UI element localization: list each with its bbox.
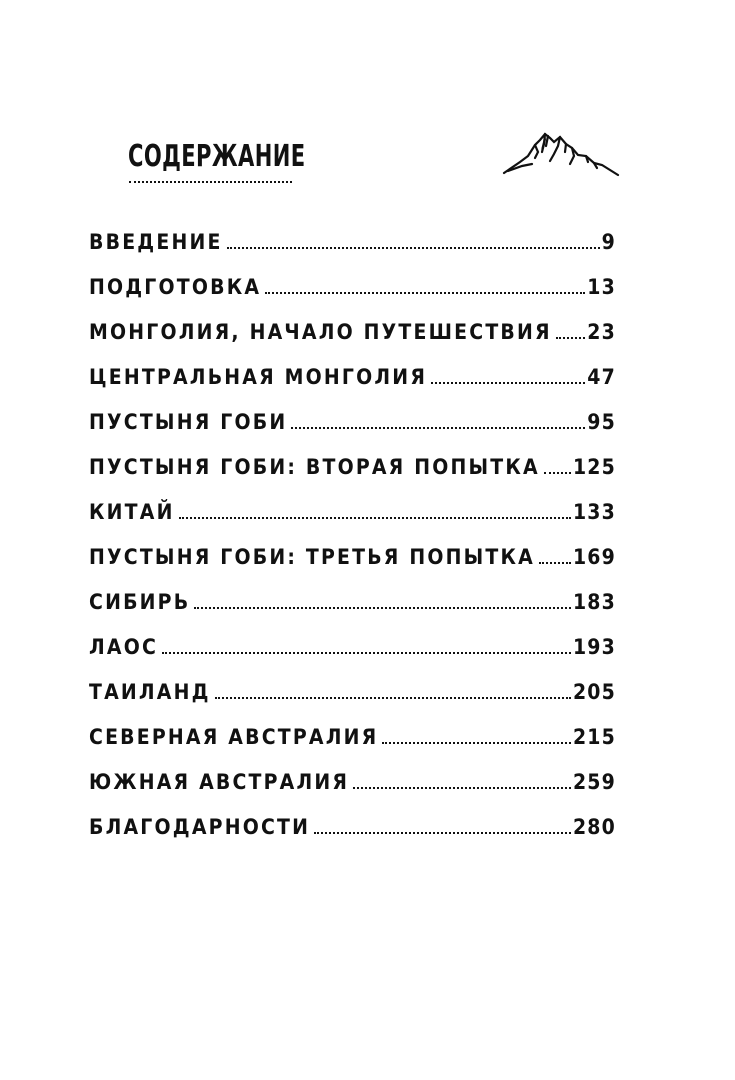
toc-entry[interactable] — [89, 623, 616, 668]
toc-entry[interactable] — [89, 353, 616, 398]
toc-entry-title: ВВЕДЕНИЕ — [89, 230, 223, 254]
dot-leader — [353, 787, 571, 789]
toc-entry-title: ЛАОС — [89, 635, 159, 659]
toc-entry-page: 280 — [572, 815, 616, 839]
toc-entry-page: 259 — [572, 770, 616, 794]
dot-leader — [179, 517, 571, 519]
toc-entry-page: 95 — [587, 410, 616, 434]
dot-leader — [556, 337, 586, 339]
toc-entry-page: 47 — [587, 365, 616, 389]
toc-entry[interactable] — [89, 263, 616, 308]
dot-leader — [291, 427, 585, 429]
dot-leader — [194, 607, 571, 609]
toc-entry[interactable] — [89, 713, 616, 758]
dot-leader — [215, 697, 571, 699]
dot-leader — [265, 292, 585, 294]
toc-entry-title: ПУСТЫНЯ ГОБИ — [89, 410, 288, 434]
toc-entry[interactable] — [89, 533, 616, 578]
toc-entry-page: 9 — [601, 230, 616, 254]
toc-entry-page: 133 — [572, 500, 616, 524]
toc-entry-title: ЦЕНТРАЛЬНАЯ МОНГОЛИЯ — [89, 365, 428, 389]
toc-entry-title: БЛАГОДАРНОСТИ — [89, 815, 311, 839]
toc-entry-page: 205 — [572, 680, 616, 704]
dot-leader — [431, 382, 585, 384]
mountain-range-icon — [502, 128, 620, 180]
toc-entry[interactable] — [89, 308, 616, 353]
toc-entry[interactable] — [89, 578, 616, 623]
toc-entry-title: ЮЖНАЯ АВСТРАЛИЯ — [89, 770, 350, 794]
toc-entry-title: ПОДГОТОВКА — [89, 275, 262, 299]
dot-leader — [544, 472, 571, 474]
dot-leader — [539, 562, 571, 564]
dot-leader — [227, 247, 600, 249]
dot-leader — [162, 652, 571, 654]
toc-entry[interactable] — [89, 488, 616, 533]
toc-entry-page: 215 — [572, 725, 616, 749]
toc-entry-title: КИТАЙ — [89, 500, 175, 524]
toc-entry-page: 13 — [587, 275, 616, 299]
toc-entry-page: 183 — [572, 590, 616, 614]
toc-entry-title: ПУСТЫНЯ ГОБИ: ТРЕТЬЯ ПОПЫТКА — [89, 545, 535, 569]
toc-entry-page: 193 — [572, 635, 616, 659]
toc-entry-title: СИБИРЬ — [89, 590, 191, 614]
page-title: СОДЕРЖАНИЕ — [128, 139, 306, 174]
toc-entry-page: 169 — [572, 545, 616, 569]
toc-entry[interactable] — [89, 398, 616, 443]
dot-leader — [314, 832, 571, 834]
toc-entry[interactable] — [89, 218, 616, 263]
toc-entry[interactable] — [89, 803, 616, 848]
toc-entry-title: МОНГОЛИЯ, НАЧАЛО ПУТЕШЕСТВИЯ — [89, 320, 552, 344]
toc-entry-title: ТАИЛАНД — [89, 680, 211, 704]
toc-entry-title: СЕВЕРНАЯ АВСТРАЛИЯ — [89, 725, 379, 749]
dot-leader — [382, 742, 571, 744]
title-dotted-underline — [129, 181, 292, 183]
toc-entry[interactable] — [89, 758, 616, 803]
toc-entry[interactable] — [89, 443, 616, 488]
page-header — [0, 0, 735, 200]
toc-entry-page: 23 — [587, 320, 616, 344]
toc-entry-page: 125 — [572, 455, 616, 479]
toc-entry-title: ПУСТЫНЯ ГОБИ: ВТОРАЯ ПОПЫТКА — [89, 455, 540, 479]
toc-entry[interactable] — [89, 668, 616, 713]
table-of-contents — [89, 218, 616, 848]
